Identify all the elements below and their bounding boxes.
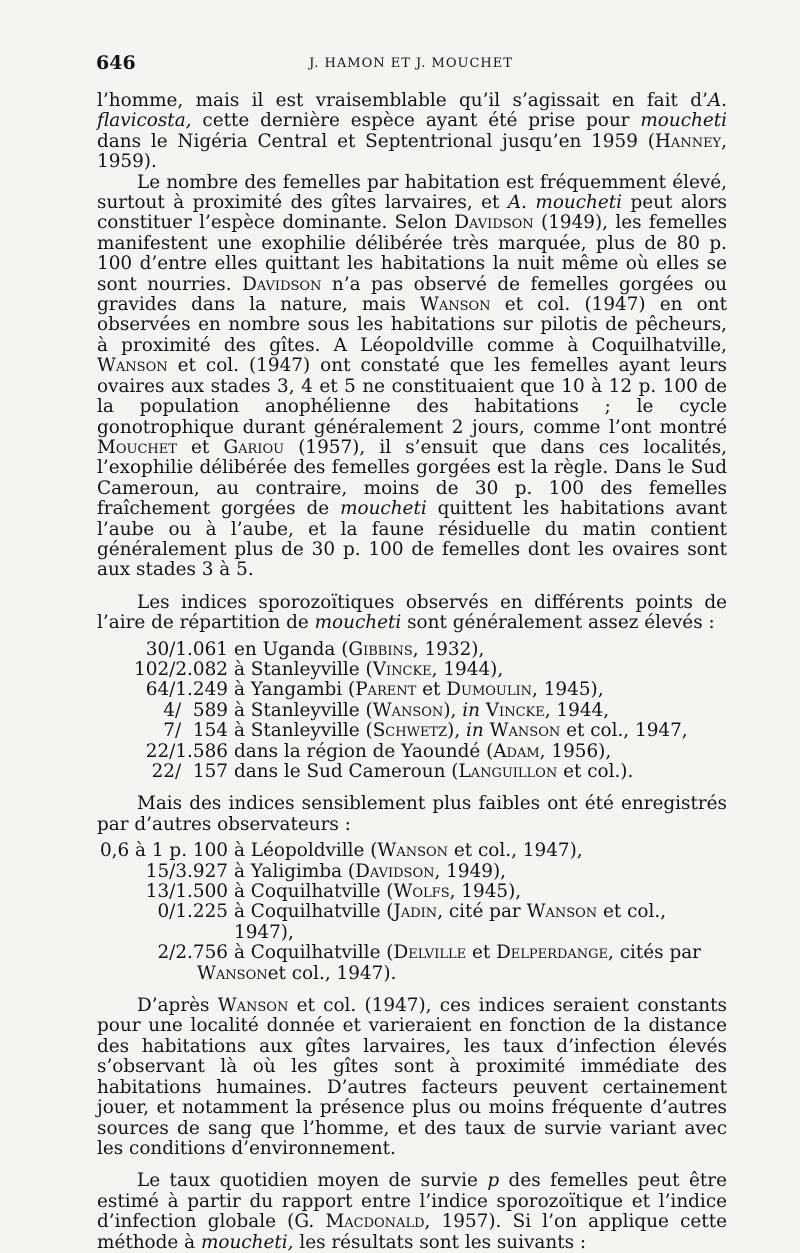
- running-title: J. HAMON ET J. MOUCHET: [309, 56, 513, 71]
- list-item: 0,6 à 1 p. 100 à Léopoldville (Wanson et col., 1947),: [99, 840, 583, 862]
- list-item-continuation: Wanson et col., 1947).: [197, 962, 397, 984]
- paragraph-6: Le taux quotidien moyen de survie p des femelles peut être estimé à partir du rapport entre l’indice sporozoïtique et l’indice d’infection globale (G. Macdonald, 1957). Si l’on applique cette méthode à moucheti, les résultats sont les suivants :: [97, 1170, 727, 1253]
- list-item: 64/1.249 à Yangambi (Parent et Dumoulin, 1945),: [145, 679, 604, 701]
- list-item: 7/ 154 à Stanleyville (Schwetz), in Wanson et col., 1947,: [163, 720, 688, 742]
- list-item: 30/1.061 en Uganda (Gibbins, 1932),: [145, 638, 485, 660]
- paragraph-3: Les indices sporozoïtiques observés en différents points de l’aire de répartition de moucheti sont généralement assez élevés :: [97, 591, 727, 634]
- list-item: 4/ 589 à Stanleyville (Wanson), in Vincke, 1944,: [163, 699, 610, 721]
- paragraph-1: l’homme, mais il est vraisemblable qu’il s’agissait en fait d’A. flavicosta, cette dernière espèce ayant été prise pour moucheti dans le Nigéria Central et Septentrional jusqu’en 1959 (Hanney, 1959).: [97, 90, 727, 173]
- paragraph-2: Le nombre des femelles par habitation est fréquemment élevé, surtout à proximité des gîtes larvaires, et A. moucheti peut alors constituer l’espèce dominante. Selon Davidson (1949), les femelles manifestent une exophilie délibérée très marquée, plus de 80 p. 100 d’entre elles quittant les habitations la nuit même où elles se sont nourries. Davidson n’a pas observé de femelles gorgées ou gravides dans la nature, mais Wanson et col. (1947) en ont observées en nombre sous les habitations sur pilotis de pêcheurs, à proximité des gîtes. A Léopoldville comme à Coquilhatville, Wanson et col. (1947) ont constaté que les femelles ayant leurs ovaires aux stades 3, 4 et 5 ne constituaient que 10 à 12 p. 100 de la population anophélienne des habitations ; le cycle gonotrophique durant généralement 2 jours, comme l’ont montré Mouchet et Gariou (1957), il s’ensuit que dans ces localités, l’exophilie délibérée des femelles gorgées est la règle. Dans le Sud Cameroun, au contraire, moins de 30 p. 100 des femelles fraîchement gorgées de moucheti quittent les habitations avant l’aube ou à l’aube, et la faune résiduelle du matin contient généralement plus de 30 p. 100 de femelles dont les ovaires sont aux stades 3 à 5.: [97, 171, 728, 581]
- page-number: 646: [96, 52, 136, 74]
- list-item: 102/2.082 à Stanleyville (Vincke, 1944),: [134, 658, 504, 680]
- list-item: 13/1.500 à Coquilhatville (Wolfs, 1945),: [145, 881, 522, 903]
- low-indices-list: [97, 841, 727, 984]
- list-item: 0/1.225 à Coquilhatville (Jadin, cité par Wanson et col., 1947),: [157, 901, 667, 943]
- page-header: [96, 52, 726, 82]
- list-item: 15/3.927 à Yaligimba (Davidson, 1949),: [145, 860, 506, 882]
- page-body: [97, 91, 727, 1253]
- paragraph-4: Mais des indices sensiblement plus faibles ont été enregistrés par d’autres observateurs :: [97, 793, 727, 835]
- list-item: 22/ 157 dans le Sud Cameroun (Languillon et col.).: [151, 761, 634, 782]
- list-item: 22/1.586 dans la région de Yaoundé (Adam, 1956),: [145, 740, 612, 762]
- paragraph-5: D’après Wanson et col. (1947), ces indices seraient constants pour une localité donnée et varieraient en fonction de la distance des habitations aux gîtes larvaires, les taux d’infection élevés s’observant là où les gîtes sont à proximité immédiate des habitations humaines. D’autres facteurs peuvent certainement jouer, et notamment la présence plus ou moins fréquente d’autres sources de sang que l’homme, et des taux de survie variant avec les conditions d’environnement.: [97, 995, 727, 1159]
- list-item: 2/2.756 à Coquilhatville (Delville et Delperdange, cités par: [157, 942, 701, 964]
- high-indices-list: [97, 640, 727, 783]
